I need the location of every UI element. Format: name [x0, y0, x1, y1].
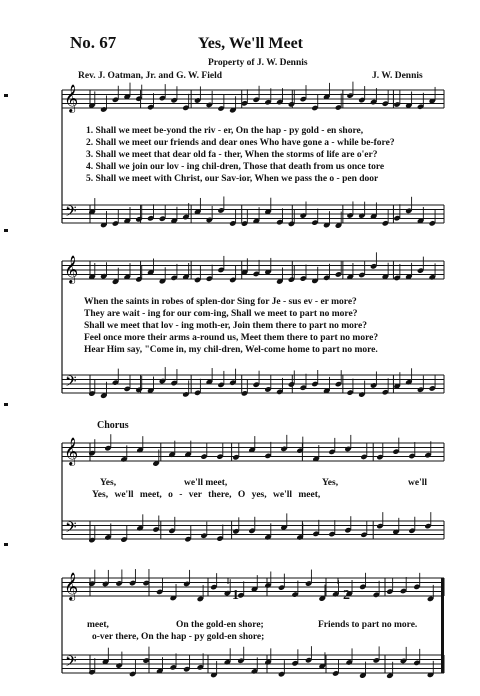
copyright-notice: Property of J. W. Dennis — [208, 58, 308, 68]
bass-clef: 𝄢 — [65, 373, 77, 394]
hymn-number: No. 67 — [70, 33, 117, 52]
first-ending-number: 1 — [232, 588, 239, 603]
verse-2-line-2: They are wait - ing for our com-ing, Shall we meet to part no more? — [84, 309, 358, 319]
chorus-lyric-alto-bass: Yes, we'll meet, o - ver there, O yes, we'll meet, — [92, 490, 321, 500]
composer-credit: J. W. Dennis — [372, 71, 423, 81]
final-barline — [441, 578, 444, 673]
chorus-label: Chorus — [97, 420, 129, 431]
final-lyric-alto-bass: o-ver there, On the hap - py gold-en shore; — [92, 632, 265, 642]
verse-3-line-2: Shall we meet that lov - ing moth-er, Join them there to part no more? — [84, 321, 367, 331]
verse-5-line-1: 5. Shall we meet with Christ, our Sav-ior, When we pass the o - pen door — [86, 174, 379, 184]
final-lyric: On the gold-en shore; — [176, 620, 264, 630]
chorus-lyric: we'll — [408, 478, 427, 488]
bass-clef: 𝄢 — [65, 203, 77, 224]
verse-1-line-2: When the saints in robes of splen-dor Sing for Je - sus ev - er more? — [84, 297, 357, 307]
second-ending-bracket — [338, 578, 444, 584]
chorus-lyric: Yes, — [322, 478, 339, 488]
verse-5-line-2: Hear Him say, "Come in, my chil-dren, Wel-come home to part no more. — [84, 345, 378, 355]
treble-clef: 𝄞 — [64, 572, 79, 600]
final-lyric: meet, — [87, 620, 109, 630]
verse-2-line-1: 2. Shall we meet our friends and dear ones Who have gone a - while be-fore? — [86, 138, 395, 148]
final-lyric: Friends to part no more. — [318, 620, 418, 630]
treble-clef: 𝄞 — [64, 255, 79, 283]
treble-clef: 𝄞 — [64, 84, 79, 112]
treble-clef: 𝄞 — [64, 437, 79, 465]
verse-3-line-1: 3. Shall we meet that dear old fa - ther, When the storms of life are o'er? — [86, 150, 378, 160]
chorus-lyric: we'll meet, — [184, 478, 228, 488]
bass-clef: 𝄢 — [65, 519, 77, 540]
verse-4-line-1: 4. Shall we join our lov - ing chil-dren, Those that death from us once tore — [86, 162, 385, 172]
second-ending-number: 2 — [343, 588, 350, 603]
chorus-lyric: Yes, — [100, 478, 117, 488]
bass-clef: 𝄢 — [65, 653, 77, 674]
lyricist-credit: Rev. J. Oatman, Jr. and G. W. Field — [78, 71, 223, 81]
hymn-title: Yes, We'll Meet — [198, 35, 304, 52]
verse-1-line-1: 1. Shall we meet be-yond the riv - er, On the hap - py gold - en shore, — [86, 126, 364, 136]
verse-4-line-2: Feel once more their arms a-round us, Meet them there to part no more? — [84, 333, 379, 343]
